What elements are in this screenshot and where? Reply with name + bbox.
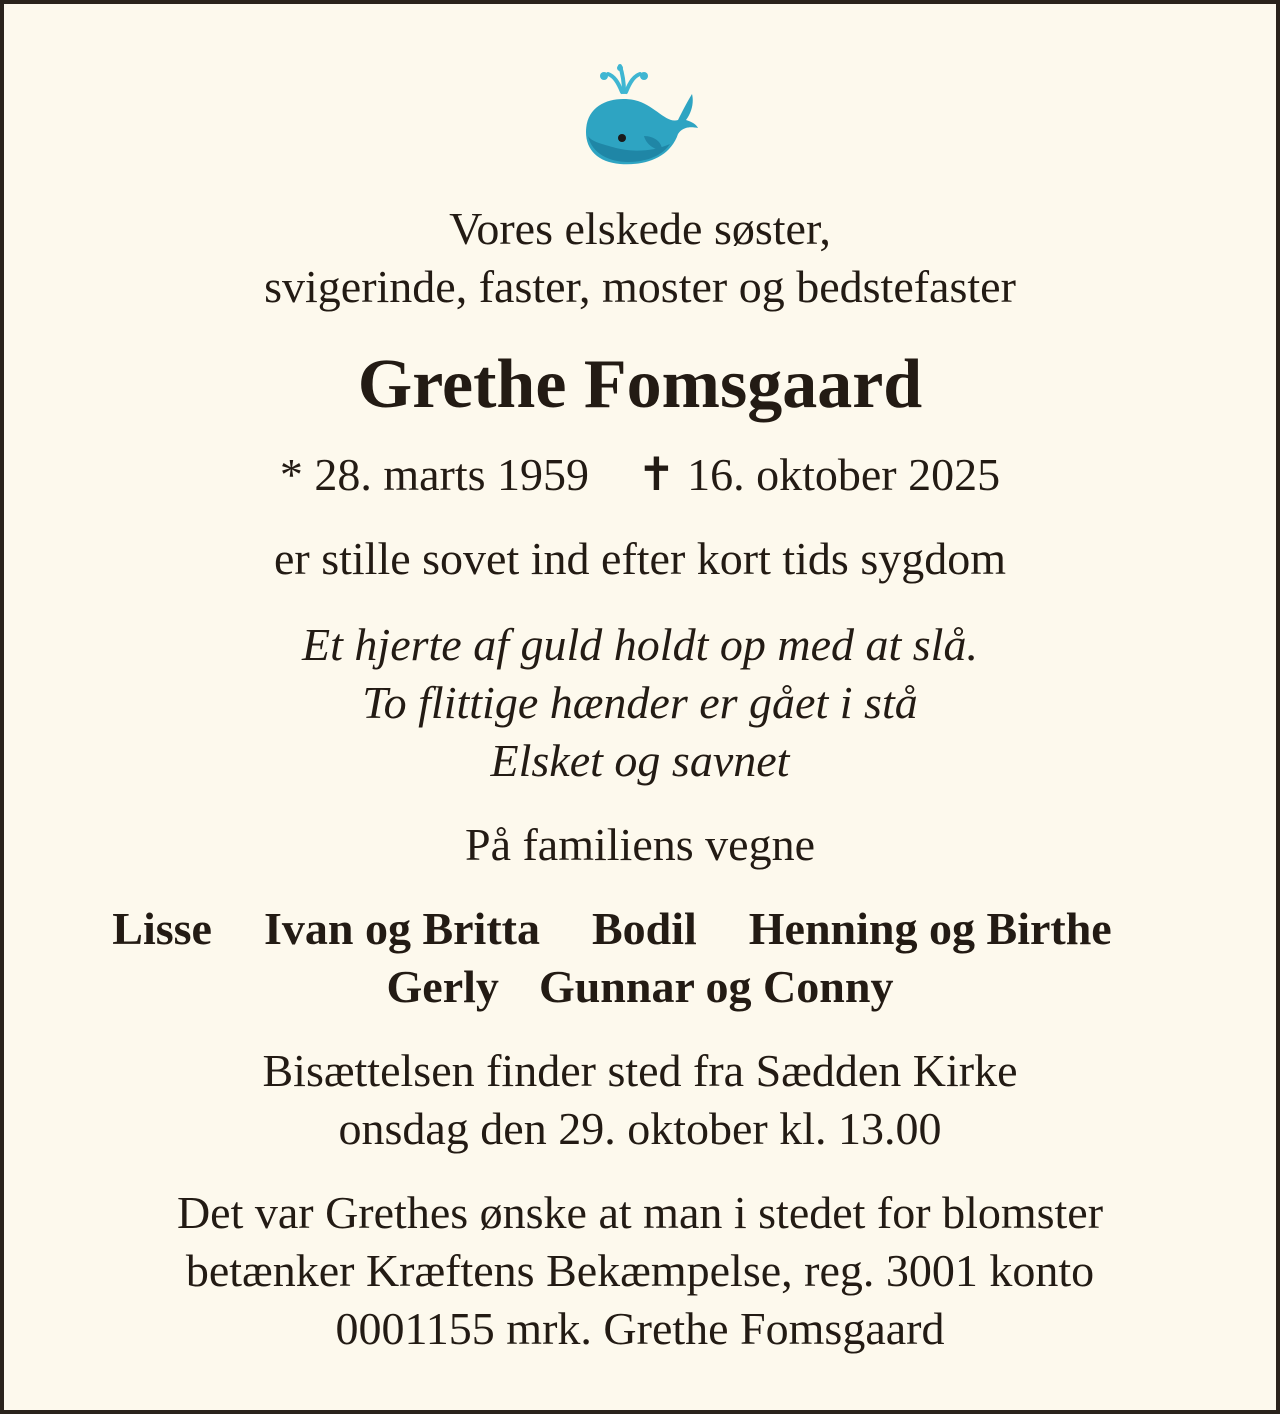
donation-line-1: Det var Grethes ønske at man i stedet for blomster	[176, 1187, 1104, 1238]
verse-line-1: Et hjerte af guld holdt op med at slå.	[302, 619, 978, 670]
on-behalf-line: På familiens vegne	[464, 819, 815, 870]
passed-note: er stille sovet ind efter kort tids sygdom	[273, 533, 1007, 584]
life-dates	[0, 449, 1280, 500]
intro-line-2: svigerinde, faster, moster og bedstefaster	[264, 261, 1016, 312]
family-member: Gerly	[386, 961, 499, 1012]
verse-line-3: Elsket og savnet	[490, 735, 790, 786]
family-row-1	[0, 903, 1252, 954]
death-date: ✝ 16. oktober 2025	[637, 449, 1001, 500]
family-member: Henning og Birthe	[748, 903, 1112, 954]
funeral-line-1: Bisættelsen finder sted fra Sædden Kirke	[262, 1045, 1018, 1096]
family-member: Ivan og Britta	[263, 903, 540, 954]
donation-line-2: betænker Kræftens Bekæmpelse, reg. 3001 konto	[185, 1245, 1095, 1296]
family-member: Lisse	[112, 903, 212, 954]
funeral-line-2: onsdag den 29. oktober kl. 13.00	[338, 1103, 942, 1154]
family-row-2	[0, 961, 1280, 1012]
family-member: Bodil	[591, 903, 697, 954]
intro-line-1: Vores elskede søster,	[449, 203, 831, 254]
birth-date: * 28. marts 1959	[279, 449, 590, 500]
family-member: Gunnar og Conny	[538, 961, 894, 1012]
whale-icon	[582, 62, 698, 170]
donation-line-3: 0001155 mrk. Grethe Fomsgaard	[335, 1303, 945, 1354]
verse-line-2: To flittige hænder er gået i stå	[362, 677, 918, 728]
deceased-name: Grethe Fomsgaard	[357, 346, 923, 423]
